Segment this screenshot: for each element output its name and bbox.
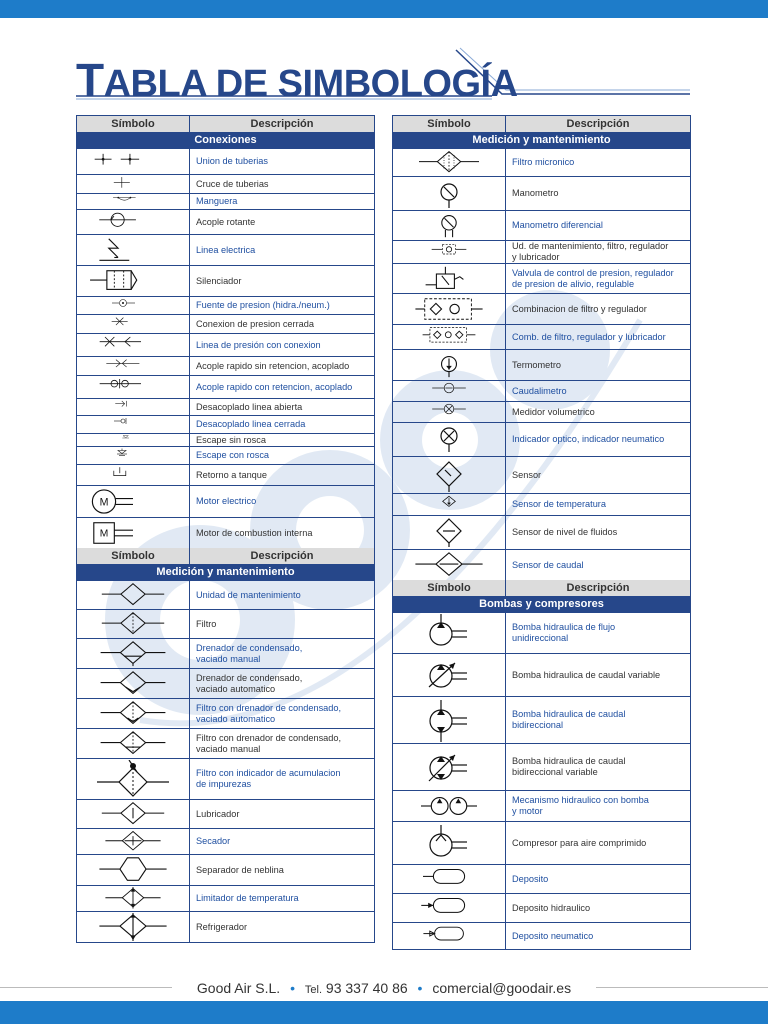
table-row [77,314,374,333]
level-sensor-icon [393,516,506,549]
unidirectional-pump-icon [393,613,506,653]
combustion-motor-icon [77,518,190,548]
row-description: Valvula de control de presion, regulador de presion de alivio, regulable [512,267,674,289]
thermometer-icon [393,350,506,380]
row-description: Bomba hidraulica de caudal bidireccional [512,709,626,730]
row-description: Lubricador [196,808,240,819]
auto-drain-icon [77,669,190,698]
row-description: Indicador optico, indicador neumatico [512,434,665,444]
uncoupled-closed-icon [77,416,190,433]
hydraulic-reservoir-icon [393,894,506,922]
tank-return-icon [77,465,190,485]
filter-auto-drain-icon [77,699,190,728]
table-row [77,799,374,828]
row-description: Retorno a tanque [196,469,268,480]
table-row [77,885,374,911]
flow-sensor-icon [393,550,506,580]
row-description: Linea de presión con conexion [196,339,321,350]
electric-line-icon [77,235,190,265]
pump-motor-icon [393,791,506,821]
table-row [393,864,690,893]
pressure-source-icon [77,297,190,314]
table-row [393,922,690,949]
row-description: Bomba hidraulica de flujo unidireccional [512,622,616,643]
table-row [77,193,374,209]
row-description: Compresor para aire comprimido [512,837,647,848]
svg-text:M: M [99,496,109,509]
row-description: Unidad de mantenimiento [196,589,301,600]
header-description: Descripción [250,118,314,130]
table-row [393,821,690,864]
table-row [77,209,374,234]
table-row [77,433,374,446]
flowmeter-icon [393,381,506,401]
table-row [77,517,374,548]
row-description: Limitador de temperatura [196,893,299,903]
reservoir-icon [393,865,506,893]
table-row [77,265,374,296]
volumetric-meter-icon [393,402,506,422]
table-header [77,116,374,132]
table-row [77,415,374,433]
table-row [77,296,374,314]
row-description: Termometro [512,359,562,370]
frl-unit-icon [393,241,506,263]
row-description: Refrigerador [196,921,248,932]
row-description: Secador [196,836,231,846]
table-row [393,612,690,653]
table-row [393,349,690,380]
table-row [77,356,374,375]
differential-manometer-icon [393,211,506,240]
row-description: Acople rotante [196,216,256,227]
row-description: Acople rapido sin retencion, acoplado [196,360,350,371]
section-title: Medición y mantenimiento [393,132,690,148]
sensor-icon [393,457,506,493]
row-description: Escape sin rosca [196,434,266,445]
title-initial: T [76,54,104,106]
table-row [393,696,690,743]
cooler-icon [77,912,190,942]
table-row [77,609,374,638]
optical-indicator-icon [393,423,506,456]
footer-rule-right [596,987,768,988]
row-description: Cruce de tuberias [196,178,269,189]
table-right [392,115,691,950]
filter-manual-drain-icon [77,729,190,758]
table-row [77,333,374,356]
hose-icon [77,194,190,209]
table-header [393,580,690,596]
pneumatic-reservoir-icon [393,923,506,949]
table-row [393,422,690,456]
electric-motor-icon [77,486,190,517]
pressure-line-connection-icon [77,334,190,356]
table-row [77,485,374,517]
email-link[interactable]: comercial@goodair.es [432,980,572,996]
row-description: Deposito [512,873,549,884]
row-description: Medidor volumetrico [512,406,595,417]
filter-regulator-icon [393,294,506,324]
separator-dot: • [417,980,423,996]
bidirectional-variable-pump-icon [393,744,506,790]
row-description: Bomba hidraulica de caudal bidireccional variable [512,756,626,777]
row-description: Manguera [196,196,238,206]
table-row [393,653,690,696]
table-row [77,758,374,799]
header-description: Descripción [566,582,630,594]
table-row [393,790,690,821]
table-header [393,116,690,132]
row-description: Filtro [196,618,217,629]
row-description: Mecanismo hidraulico con bomba y motor [512,795,649,816]
row-description: Silenciador [196,275,242,286]
row-description: Escape con rosca [196,450,270,460]
rotary-coupling-icon [77,210,190,234]
variable-pump-icon [393,654,506,696]
section-title: Bombas y compresores [393,596,690,612]
row-description: Motor electrico [196,496,257,506]
silencer-icon [77,266,190,296]
row-description: Sensor de temperatura [512,499,606,509]
bottom-accent-bar [0,1001,768,1024]
filter-icon [77,610,190,638]
table-row [77,728,374,758]
bidirectional-pump-icon [393,697,506,743]
filter-regulator-lubricator-icon [393,325,506,349]
row-description: Drenador de condensado, vaciado manual [196,642,303,664]
table-row [393,493,690,515]
table-row [77,464,374,485]
temperature-sensor-icon [393,494,506,515]
table-header [77,548,374,564]
table-row [77,398,374,415]
row-description: Combinacion de filtro y regulador [512,303,647,314]
row-description: Ud. de mantenimiento, filtro, regulador y lubricador [512,241,669,262]
table-row [77,174,374,193]
header-symbol: Símbolo [77,548,190,564]
top-accent-bar [0,0,768,18]
page-title [76,53,518,107]
temperature-limiter-icon [77,886,190,911]
lubricator-icon [77,800,190,828]
filter-indicator-icon [77,759,190,799]
mist-separator-icon [77,855,190,885]
table-row [77,446,374,464]
table-row [393,176,690,210]
table-row [393,148,690,176]
table-row [393,324,690,349]
tel-number[interactable]: 93 337 40 86 [325,980,408,996]
row-description: Sensor de nivel de fluidos [512,527,618,537]
maintenance-unit-icon [77,581,190,609]
pipe-cross-icon [77,175,190,193]
company-name: Good Air S.L. [196,980,281,996]
section-title: Conexiones [77,132,374,148]
table-row [77,668,374,698]
table-row [77,911,374,942]
table-row [77,638,374,668]
row-description: Linea electrica [196,244,256,255]
table-row [393,893,690,922]
uncoupled-open-icon [77,399,190,415]
svg-text:M: M [99,528,109,540]
header-description: Descripción [566,118,630,130]
exhaust-icon [77,434,190,446]
row-description: Acople rapido con retencion, acoplado [196,381,353,392]
header-symbol: Símbolo [393,580,506,596]
row-description: Filtro con indicador de acumulacion de impurezas [196,768,341,789]
table-row [393,515,690,549]
manual-drain-icon [77,639,190,668]
table-row [393,456,690,493]
row-description: Fuente de presion (hidra./neum.) [196,300,330,310]
quick-coupling-icon [77,357,190,375]
row-description: Caudalimetro [512,385,567,396]
table-row [77,234,374,265]
footer-rule-left [0,987,172,988]
table-row [393,210,690,240]
threaded-exhaust-icon [77,447,190,464]
row-description: Comb. de filtro, regulador y lubricador [512,331,666,342]
manometer-icon [393,177,506,210]
table-row [77,698,374,728]
row-description: Union de tuberias [196,156,269,166]
header-symbol: Símbolo [77,116,190,132]
micronic-filter-icon [393,149,506,176]
row-description: Filtro con drenador de condensado, vaciado automatico [196,702,342,724]
table-left [76,115,375,943]
row-description: Sensor [512,469,542,480]
table-row [393,380,690,401]
section-title: Medición y mantenimiento [77,564,374,580]
row-description: Filtro micronico [512,157,575,167]
table-row [393,401,690,422]
footer-contact [172,980,596,996]
table-row [77,375,374,398]
table-row [393,263,690,293]
table-row [77,828,374,854]
row-description: Desacoplado linea cerrada [196,419,306,429]
table-row [77,580,374,609]
table-row [77,854,374,885]
header-description: Descripción [250,550,314,562]
table-row [393,293,690,324]
row-description: Bomba hidraulica de caudal variable [512,669,661,680]
row-description: Deposito neumatico [512,930,594,941]
dryer-icon [77,829,190,854]
row-description: Filtro con drenador de condensado, vaciado manual [196,732,342,754]
quick-coupling-check-icon [77,376,190,398]
row-description: Deposito hidraulico [512,902,591,913]
row-description: Desacoplado linea abierta [196,401,303,412]
title-rest: ABLA DE SIMBOLOGÍA [103,63,518,105]
tel-label: Tel. [304,984,323,996]
row-description: Drenador de condensado, vaciado automatico [196,672,303,694]
header-symbol: Símbolo [393,116,506,132]
row-description: Manometro diferencial [512,220,603,230]
row-description: Sensor de caudal [512,559,584,570]
table-row [393,549,690,580]
row-description: Separador de neblina [196,864,284,875]
row-description: Conexion de presion cerrada [196,318,314,329]
closed-connection-icon [77,315,190,333]
table-row [393,743,690,790]
table-row [77,148,374,174]
pressure-regulator-icon [393,264,506,293]
row-description: Manometro [512,188,559,198]
pipe-union-icon [77,149,190,174]
row-description: Motor de combustion interna [196,527,313,538]
separator-dot: • [290,980,295,996]
compressor-icon [393,822,506,864]
table-row [393,240,690,263]
